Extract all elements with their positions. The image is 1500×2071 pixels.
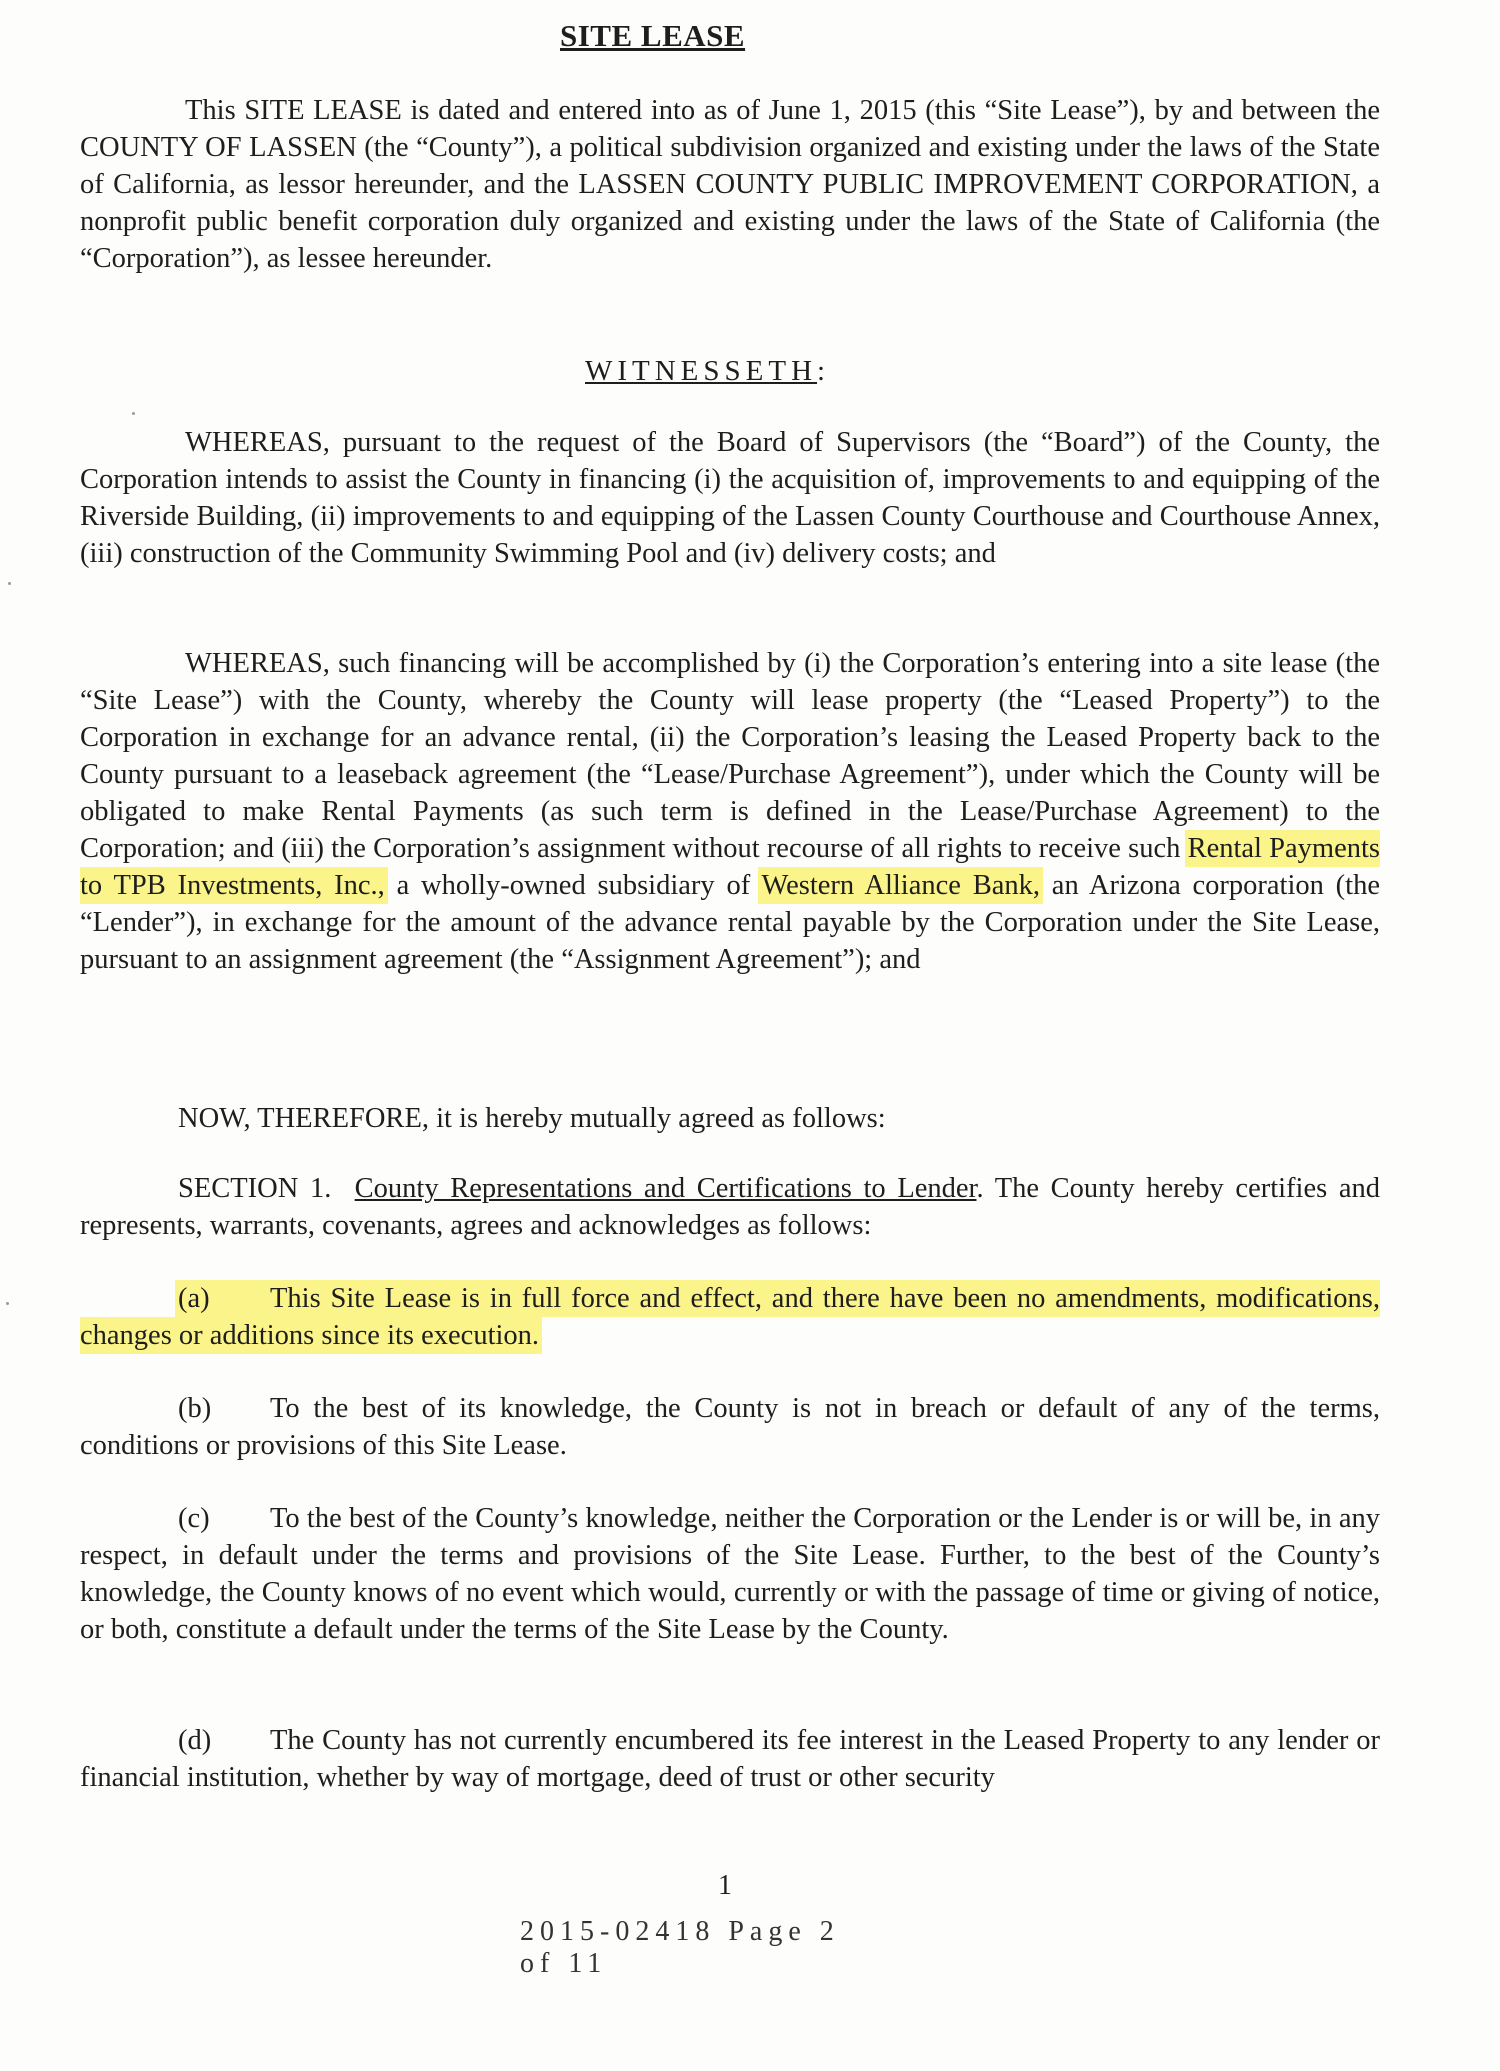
- item-c-text: To the best of the County’s knowledge, neither the Corporation or the Lender is or will be, in any respect, in default under the terms and provisions of the Site Lease. Further, to the best of the County’s knowledge, the County knows of no event which would, currently or with the passage of time or giving of notice, or both, constitute a default under the terms of the Site Lease by the County.: [80, 1503, 1380, 1645]
- footer-stamp-text: 2015-02418 Page 2 of 11: [520, 1916, 840, 1979]
- highlight-rental-payments: Rental Payments to TPB Investments, Inc.,: [80, 833, 1380, 901]
- section-1-heading: County Representations and Certifications to Lender: [354, 1173, 977, 1204]
- intro-paragraph: This SITE LEASE is dated and entered into as of June 1, 2015 (this “Site Lease”), by and between the COUNTY OF LASSEN (the “County”), a political subdivision organized and existing under the laws of the State of California, as lessor hereunder, and the LASSEN COUNTY PUBLIC IMPROVEMENT CORPORATION, a nonprofit public benefit corporation duly organized and existing under the laws of the State of California (the “Corporation”), as lessee hereunder.: [80, 95, 1380, 274]
- witnesseth-text: WITNESSETH: [585, 355, 818, 387]
- footer-recording-stamp: [520, 1916, 880, 1979]
- scan-speck: [132, 412, 135, 415]
- witnesseth-colon: :: [817, 355, 831, 387]
- whereas-paragraph-1: WHEREAS, pursuant to the request of the Board of Supervisors (the “Board”) of the County, the Corporation intends to assist the County in financing (i) the acquisition of, improvements to and equipping of the Riverside Building, (ii) improvements to and equipping of the Lassen County Courthouse and Courthouse Annex, (iii) construction of the Community Swimming Pool and (iv) delivery costs; and: [80, 427, 1380, 569]
- item-a-paragraph: [80, 1280, 1380, 1354]
- now-therefore-paragraph: NOW, THEREFORE, it is hereby mutually agreed as follows:: [178, 1103, 886, 1134]
- item-b-text: To the best of its knowledge, the County is not in breach or default of any of the terms, conditions or provisions of this Site Lease.: [80, 1393, 1380, 1461]
- item-c-label: (c): [178, 1503, 210, 1534]
- section-1-paragraph: [80, 1170, 1380, 1244]
- whereas-2-text-part-3: an Arizona corporation (the “Lender”), in exchange for the amount of the advance rental payable by the Corporation under the Site Lease, pursuant to an assignment agreement (the “Assignment Agreement”); and: [80, 870, 1380, 975]
- section-1-heading-end: .: [976, 1173, 984, 1204]
- document-title: SITE LEASE: [560, 18, 746, 53]
- item-d-label: (d): [178, 1725, 212, 1756]
- highlight-western-alliance-bank: Western Alliance Bank,: [761, 870, 1040, 901]
- whereas-2-text-part-1: WHEREAS, such financing will be accomplished by (i) the Corporation’s entering into a site lease (the “Site Lease”) with the County, whereby the County will lease property (the “Leased Property”) to the Corporation in exchange for an advance rental, (ii) the Corporation’s leasing the Leased Property back to the County pursuant to a leaseback agreement (the “Lease/Purchase Agreement”), under which the County will be obligated to make Rental Payments (as such term is defined in the Lease/Purchase Agreement) to the Corporation; and (iii) the Corporation’s assignment without recourse of all rights to receive such: [80, 648, 1380, 864]
- section-1-label: SECTION 1.: [178, 1173, 332, 1204]
- item-a-text: This Site Lease is in full force and effect, and there have been no amendments, modifications, changes or additions since its execution.: [80, 1283, 1380, 1351]
- scan-speck: [6, 1302, 9, 1305]
- item-c-paragraph: [80, 1500, 1380, 1648]
- item-d-text: The County has not currently encumbered its fee interest in the Leased Property to any lender or financial institution, whether by way of mortgage, deed of trust or other security: [80, 1725, 1380, 1793]
- highlight-item-a: [80, 1283, 1380, 1351]
- whereas-2-text-part-2: a wholly-owned subsidiary of: [384, 870, 762, 901]
- item-b-label: (b): [178, 1393, 212, 1424]
- whereas-paragraph-2: [80, 645, 1380, 978]
- section-1-text: The County hereby certifies and represents, warrants, covenants, agrees and acknowledges as follows:: [80, 1173, 1381, 1241]
- item-d-paragraph: [80, 1722, 1380, 1796]
- witnesseth-heading: [585, 355, 830, 388]
- page-number: 1: [718, 1870, 732, 1901]
- item-a-label: (a): [178, 1283, 210, 1314]
- scan-speck: [8, 582, 11, 585]
- item-b-paragraph: [80, 1390, 1380, 1464]
